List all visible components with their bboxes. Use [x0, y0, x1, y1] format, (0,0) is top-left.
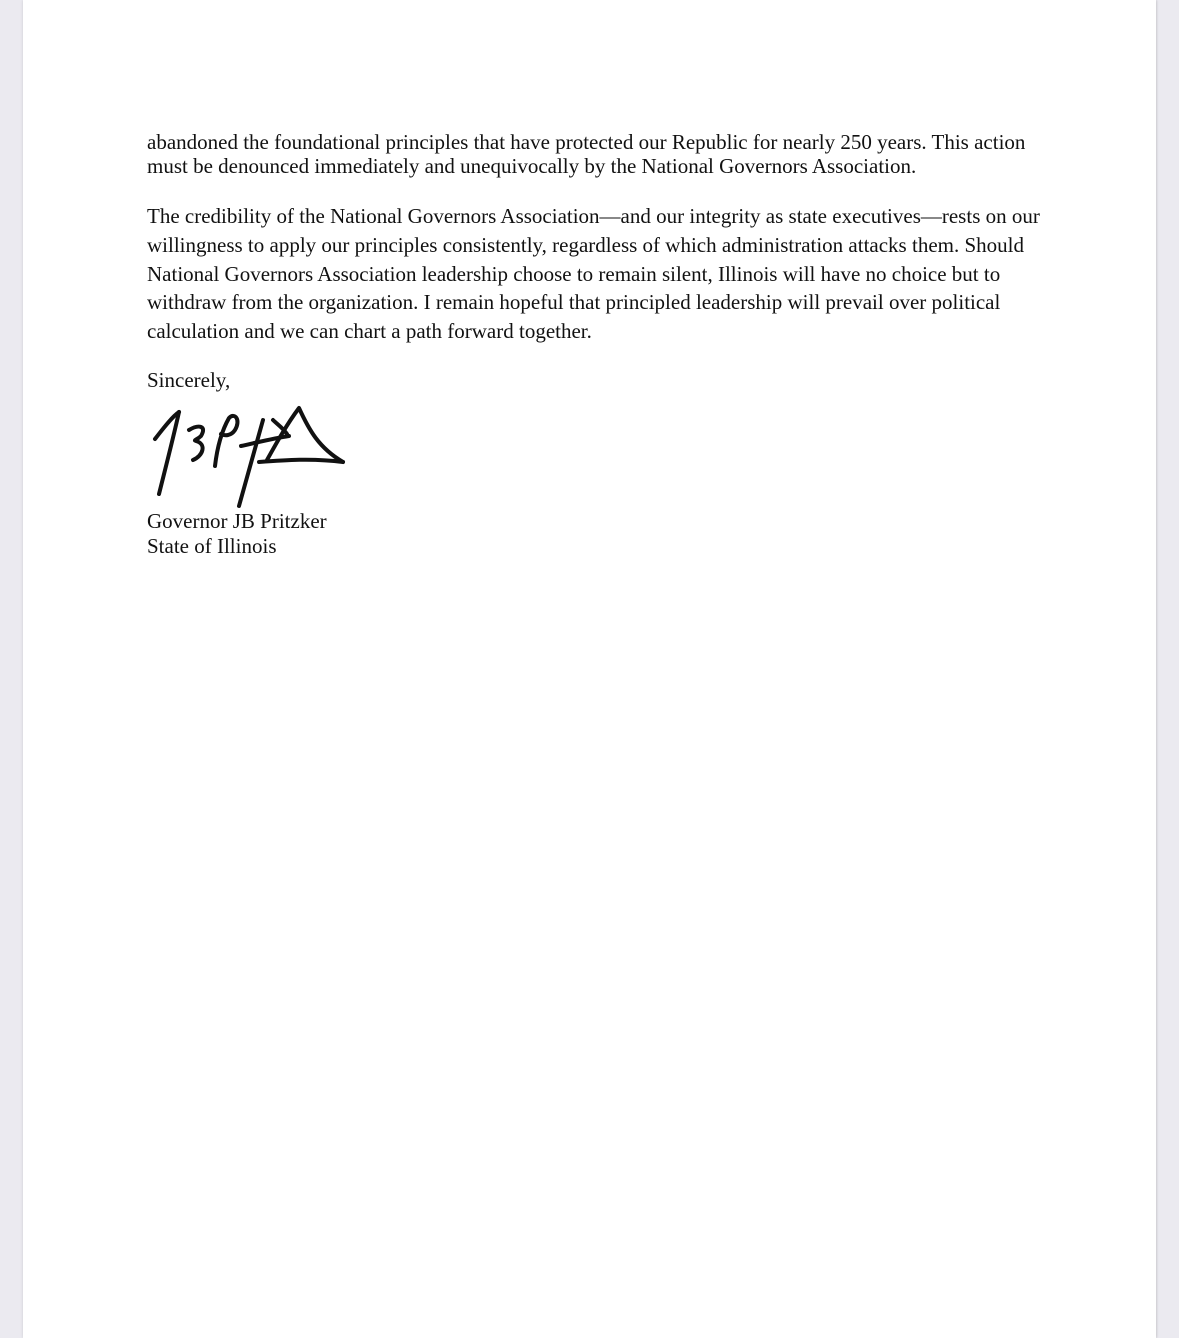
handwritten-signature	[149, 394, 349, 509]
paragraph-2: The credibility of the National Governors Association—and our integrity as state executives—rests on our willingness to apply our principles consistently, regardless of which administration attacks them. Should National Governors Association leadership choose to remain silent, Illinois will have no choice but to withdraw from the organization. I remain hopeful that principled leadership will prevail over political calculation and we can chart a path forward together.	[147, 204, 1040, 344]
signer-title: State of Illinois	[147, 533, 277, 558]
paragraph-1: abandoned the foundational principles that have protected our Republic for nearly 250 years. This action must be denounced immediately and unequivocally by the National Governors Association.	[147, 130, 1026, 178]
signer-name: Governor JB Pritzker	[147, 508, 327, 533]
letter-body	[147, 130, 1047, 559]
document-page	[23, 0, 1156, 1338]
closing-salutation: Sincerely,	[147, 367, 231, 392]
